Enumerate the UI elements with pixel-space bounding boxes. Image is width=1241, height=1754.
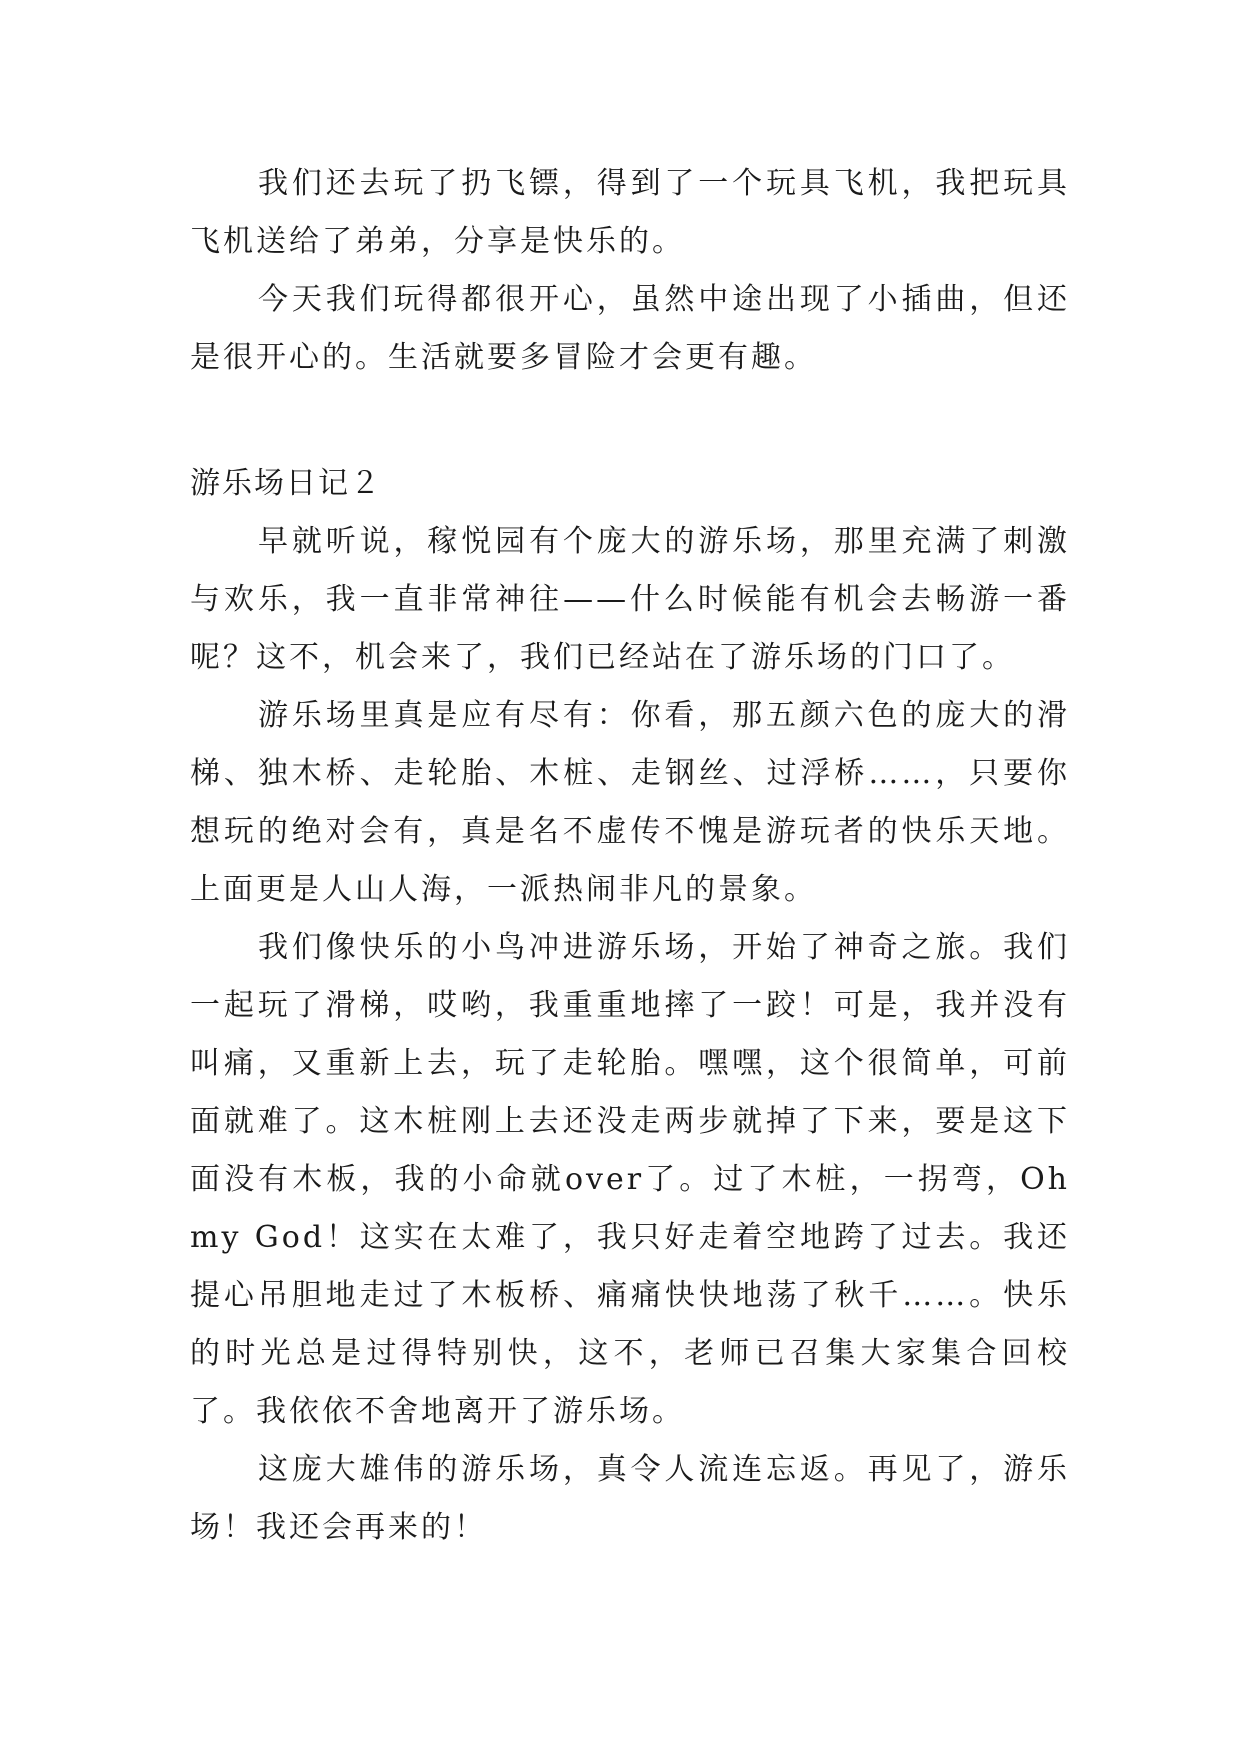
paragraph-dart-game: 我们还去玩了扔飞镖，得到了一个玩具飞机，我把玩具飞机送给了弟弟，分享是快乐的。	[190, 166, 1070, 259]
section-heading: 游乐场日记２	[190, 466, 382, 501]
paragraph-adventure: 我们像快乐的小鸟冲进游乐场，开始了神奇之旅。我们一起玩了滑梯，哎哟，我重重地摔了一跤！可是，我并没有叫痛，又重新上去，玩了走轮胎。嘿嘿，这个很简单，可前面就难了。这木桩刚上去还没走两步就掉了下来，要是这下面没有木板，我的小命就over了。过了木桩，一拐弯，Oh my God！这实在太难了，我只好走着空地跨了过去。我还提心吊胆地走过了木板桥、痛痛快快地荡了秋千……。快乐的时光总是过得特别快，这不，老师已召集大家集合回校了。我依依不舍地离开了游乐场。	[190, 930, 1070, 1429]
paragraph-farewell: 这庞大雄伟的游乐场，真令人流连忘返。再见了，游乐场！我还会再来的！	[190, 1452, 1070, 1545]
paragraph-intro: 早就听说，稼悦园有个庞大的游乐场，那里充满了刺激与欢乐，我一直非常神往——什么时候能有机会去畅游一番呢？这不，机会来了，我们已经站在了游乐场的门口了。	[190, 524, 1070, 675]
paragraph-facilities: 游乐场里真是应有尽有：你看，那五颜六色的庞大的滑梯、独木桥、走轮胎、木桩、走钢丝、过浮桥……，只要你想玩的绝对会有，真是名不虚传不愧是游玩者的快乐天地。上面更是人山人海，一派热闹非凡的景象。	[190, 698, 1070, 907]
document-body	[190, 155, 1070, 1557]
section-spacer	[190, 387, 1070, 455]
paragraph-conclusion-1: 今天我们玩得都很开心，虽然中途出现了小插曲，但还是很开心的。生活就要多冒险才会更有趣。	[190, 282, 1070, 375]
